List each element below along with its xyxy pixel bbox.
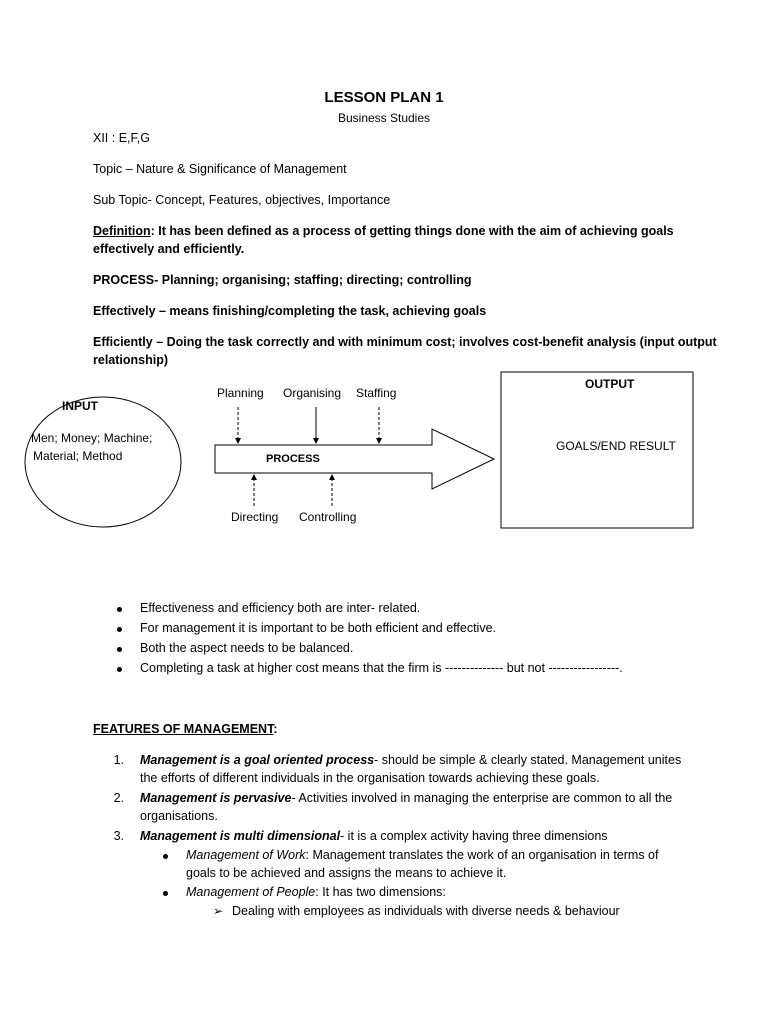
feature-2-title: Management is pervasive bbox=[140, 791, 292, 805]
bullet-dot bbox=[117, 647, 122, 652]
feature-1-line-2: the efforts of different individuals in the organisation towards achieving these goals. bbox=[140, 771, 600, 785]
process-line: PROCESS- Planning; organising; staffing; directing; controlling bbox=[93, 273, 472, 287]
function-staffing: Staffing bbox=[356, 386, 397, 400]
function-organising: Organising bbox=[283, 386, 342, 400]
process-diagram bbox=[0, 360, 768, 540]
feature-2-line-1 bbox=[140, 791, 672, 805]
list-item: For management it is important to be both efficient and effective. bbox=[140, 621, 496, 635]
feature-number: 2. bbox=[113, 791, 124, 805]
list-item: Both the aspect needs to be balanced. bbox=[140, 641, 354, 655]
features-heading-text: FEATURES OF MANAGEMENT bbox=[93, 722, 274, 736]
feature-number: 1. bbox=[113, 753, 124, 767]
subtopic-line: Sub Topic- Concept, Features, objectives, Importance bbox=[93, 193, 391, 207]
function-controlling: Controlling bbox=[299, 510, 357, 524]
feature-1-text: - should be simple & clearly stated. Management unites bbox=[374, 753, 682, 767]
feature-3-title: Management is multi dimensional bbox=[140, 829, 341, 843]
bullet-dot bbox=[163, 854, 168, 859]
feature-2-text: - Activities involved in managing the enterprise are common to all the bbox=[291, 791, 673, 805]
process-label: PROCESS bbox=[266, 453, 320, 465]
list-item: Effectiveness and efficiency both are inter- related. bbox=[140, 601, 421, 615]
sub-bullet-2-line-1 bbox=[186, 885, 446, 899]
arrow-bullet-icon: ➢ bbox=[213, 904, 224, 918]
feature-2-line-2: organisations. bbox=[140, 809, 218, 823]
page-subtitle: Business Studies bbox=[337, 111, 431, 125]
page-title: LESSON PLAN 1 bbox=[324, 89, 444, 106]
arrow-bullet-item: Dealing with employees as individuals with diverse needs & behaviour bbox=[232, 904, 620, 918]
list-item: Completing a task at higher cost means that the firm is -------------- but not -----------------. bbox=[140, 661, 623, 675]
features-heading-colon: : bbox=[273, 722, 278, 736]
feature-3-text: - it is a complex activity having three dimensions bbox=[340, 829, 608, 843]
definition-label: Definition bbox=[93, 224, 151, 238]
output-title: OUTPUT bbox=[585, 377, 635, 391]
input-line-1: Men; Money; Machine; bbox=[31, 431, 153, 445]
efficiently-line1: Efficiently – Doing the task correctly and with minimum cost; involves cost-benefit analysis (input output bbox=[93, 335, 717, 349]
output-text: GOALS/END RESULT bbox=[556, 439, 676, 453]
sub-bullet-2-title: Management of People bbox=[186, 885, 316, 899]
function-planning: Planning bbox=[217, 386, 264, 400]
definition-line2: effectively and efficiently. bbox=[93, 242, 245, 256]
sub-bullet-1-title: Management of Work bbox=[186, 848, 306, 862]
class-line: XII : E,F,G bbox=[93, 131, 150, 145]
bullet-dot bbox=[117, 627, 122, 632]
feature-3-line-1 bbox=[140, 829, 608, 843]
sub-bullet-1-text: : Management translates the work of an organisation in terms of bbox=[305, 848, 659, 862]
bullet-dot bbox=[163, 891, 168, 896]
bullet-dot bbox=[117, 607, 122, 612]
sub-bullet-1-line-1 bbox=[186, 848, 658, 862]
function-directing: Directing bbox=[231, 510, 279, 524]
definition-line1 bbox=[93, 224, 674, 238]
sub-bullet-1-line-2: goals to be achieved and assigns the means to achieve it. bbox=[186, 866, 507, 880]
effectively-line: Effectively – means finishing/completing the task, achieving goals bbox=[93, 304, 487, 318]
feature-1-line-1 bbox=[140, 753, 681, 767]
topic-line: Topic – Nature & Significance of Management bbox=[93, 162, 347, 176]
input-line-2: Material; Method bbox=[33, 449, 123, 463]
feature-1-title: Management is a goal oriented process bbox=[140, 753, 375, 767]
features-heading bbox=[93, 722, 278, 736]
efficiently-line2: relationship) bbox=[93, 353, 169, 367]
definition-text-1: : It has been defined as a process of getting things done with the aim of achieving goals bbox=[150, 224, 674, 238]
sub-bullet-2-text: : It has two dimensions: bbox=[315, 885, 446, 899]
feature-number: 3. bbox=[113, 829, 124, 843]
bullet-dot bbox=[117, 667, 122, 672]
input-title: INPUT bbox=[62, 399, 98, 413]
